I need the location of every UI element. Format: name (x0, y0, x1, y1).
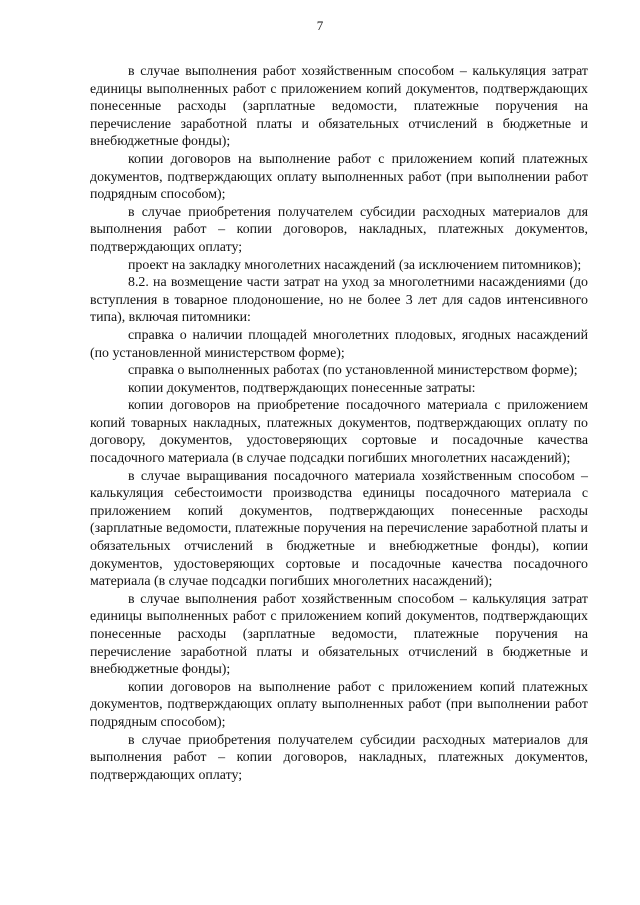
paragraph: справка о наличии площадей многолетних плодовых, ягодных насаждений (по установленной министерством форме); (90, 327, 588, 361)
paragraph: в случае выполнения работ хозяйственным способом – калькуляция затрат единицы выполненных работ с приложением копий документов, подтверждающих понесенные расходы (зарплатные ведомости, платежные поручения на перечисление заработной платы и обязательных отчислений в бюджетные и внебюджетные фонды); (90, 64, 588, 150)
paragraph: в случае приобретения получателем субсидии расходных материалов для выполнения работ – копии договоров, накладных, платежных документов, подтверждающих оплату; (90, 204, 588, 255)
document-body (90, 63, 588, 784)
paragraph: в случае приобретения получателем субсидии расходных материалов для выполнения работ – копии договоров, накладных, платежных документов, подтверждающих оплату; (90, 732, 588, 783)
paragraph: в случае выращивания посадочного материала хозяйственным способом – калькуляция себестоимости производства единицы посадочного материала с приложением копий документов, подтверждающих понесенные расходы (зарплатные ведомости, платежные поручения на перечисление заработной платы и обязательных отчислений в бюджетные и внебюджетные фонды), копии документов, удостоверяющих сортовые и посадочные качества посадочного материала (в случае подсадки погибших многолетних насаждений); (90, 468, 588, 590)
paragraph: в случае выполнения работ хозяйственным способом – калькуляция затрат единицы выполненных работ с приложением копий документов, подтверждающих понесенные расходы (зарплатные ведомости, платежные поручения на перечисление заработной платы и обязательных отчислений в бюджетные и внебюджетные фонды); (90, 591, 588, 678)
paragraph: проект на закладку многолетних насаждений (за исключением питомников); (128, 257, 582, 273)
paragraph: 8.2. на возмещение части затрат на уход за многолетними насаждениями (до вступления в товарное плодоношение, но не более 3 лет для садов интенсивного типа), включая питомники: (90, 275, 588, 326)
paragraph: копии договоров на выполнение работ с приложением копий платежных документов, подтверждающих оплату выполненных работ (при выполнении работ подрядным способом); (90, 151, 588, 203)
paragraph: справка о выполненных работах (по установленной министерством форме); (128, 363, 578, 379)
paragraph: копии договоров на приобретение посадочного материала с приложением копий товарных накладных, платежных документов, подтверждающих оплату по договору, документов, удостоверяющих сортовые и посадочные качества посадочного материала (в случае подсадки погибших многолетних насаждений); (90, 398, 588, 467)
page-number: 7 (316, 18, 324, 33)
paragraph: копии документов, подтверждающих понесенные затраты: (128, 380, 476, 396)
paragraph: копии договоров на выполнение работ с приложением копий платежных документов, подтверждающих оплату выполненных работ (при выполнении работ подрядным способом); (90, 679, 588, 730)
